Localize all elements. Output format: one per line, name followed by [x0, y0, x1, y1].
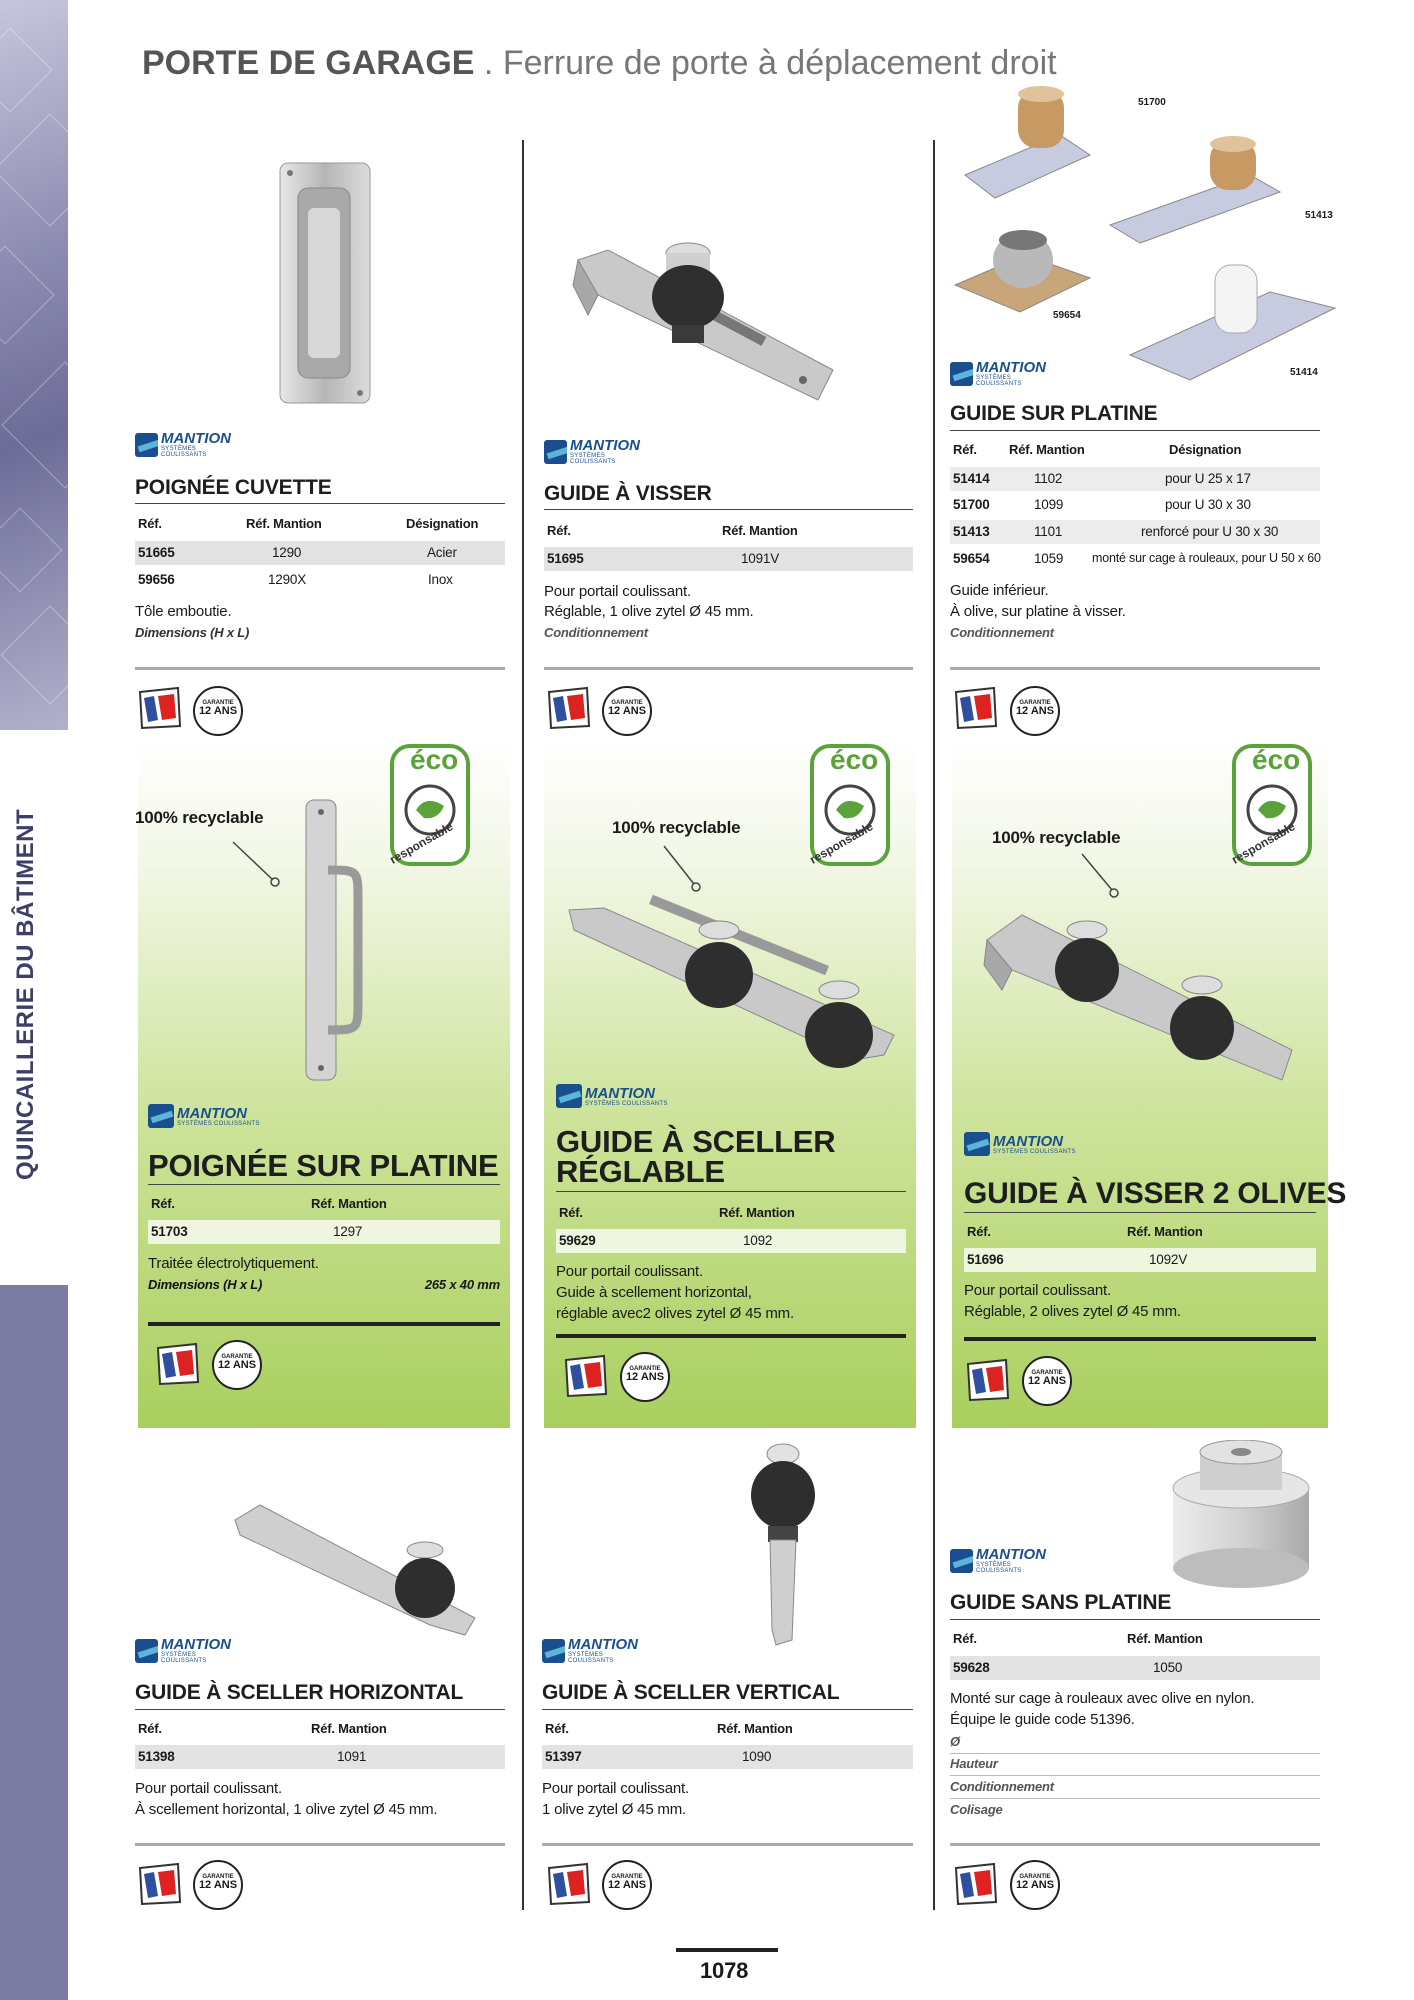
product-description: À scellement horizontal, 1 olive zytel Ø 45 mm.: [135, 1801, 438, 1818]
table-header: Réf. Mantion: [719, 1205, 795, 1220]
product-image-guide-a-visser-2-olives: [982, 910, 1302, 1100]
table-header: Réf. Mantion: [246, 516, 322, 531]
table-header: Réf. Mantion: [311, 1196, 387, 1211]
column-divider: [522, 140, 524, 1910]
recyclable-label: 100% recyclable: [992, 828, 1121, 847]
table-header: Réf.: [559, 1205, 583, 1220]
product-card-guide-a-visser-2-olives: [952, 740, 1347, 1428]
product-description: Pour portail coulissant.: [544, 583, 691, 600]
product-description: Tôle emboutie.: [135, 603, 232, 620]
product-description: Équipe le guide code 51396.: [950, 1711, 1135, 1728]
product-image-guide-sur-platine: [950, 80, 1345, 385]
table-row: 59628 1050: [950, 1656, 1320, 1680]
product-title: GUIDE SANS PLATINE: [950, 1591, 1172, 1614]
page-title-main: PORTE DE GARAGE: [142, 44, 475, 82]
product-title: GUIDE À SCELLER VERTICAL: [542, 1681, 840, 1704]
product-title: GUIDE SUR PLATINE: [950, 402, 1158, 425]
table-header: Réf. Mantion: [722, 523, 798, 538]
eco-label: responsable: [807, 819, 876, 867]
garantie-badge: GARANTIE 12 ANS: [602, 1860, 652, 1910]
callout-line: [1072, 848, 1152, 908]
mantion-logo: MANTION SYSTÈMES COULISSANTS: [544, 438, 643, 465]
spec-label: Conditionnement: [950, 625, 1054, 640]
table-row: 51413 1101 renforcé pour U 30 x 30: [950, 520, 1320, 544]
table-header: Désignation: [1169, 442, 1242, 457]
mantion-logo: MANTION SYSTÈMES COULISSANTS: [950, 360, 1049, 387]
product-description: À olive, sur platine à visser.: [950, 603, 1126, 620]
image-label: 51414: [1290, 367, 1318, 378]
table-row: 51397 1090: [542, 1745, 913, 1769]
mantion-logo: MANTION SYSTÈMES COULISSANTS: [135, 1637, 234, 1664]
fabrication-francaise-badge: [964, 1358, 1010, 1402]
garantie-badge: GARANTIE 12 ANS: [620, 1352, 670, 1402]
fabrication-francaise-badge: [562, 1354, 608, 1398]
fabrication-francaise-badge: [136, 1862, 182, 1906]
spec-label: Dimensions (H x L): [135, 625, 250, 640]
product-description: Pour portail coulissant.: [556, 1263, 703, 1280]
product-image-guide-a-sceller-reglable: [554, 890, 904, 1090]
product-title: GUIDE À SCELLER HORIZONTAL: [135, 1681, 464, 1704]
table-header: Réf.: [138, 1721, 162, 1736]
product-description: Pour portail coulissant.: [964, 1282, 1111, 1299]
garantie-badge: GARANTIE 12 ANS: [1010, 1860, 1060, 1910]
garantie-badge: GARANTIE 12 ANS: [1022, 1356, 1072, 1406]
mantion-logo: MANTION SYSTÈMES COULISSANTS: [148, 1104, 260, 1128]
mantion-logo: MANTION SYSTÈMES COULISSANTS: [556, 1084, 668, 1108]
product-card-guide-a-sceller-reglable: [544, 740, 916, 1428]
eco-label: responsable: [387, 819, 456, 867]
table-header: Réf.: [138, 516, 162, 531]
product-description: Guide à scellement horizontal,: [556, 1284, 752, 1301]
table-header: Réf. Mantion: [717, 1721, 793, 1736]
product-description: Traitée électrolytiquement.: [148, 1255, 319, 1272]
page-title-separator: .: [474, 44, 503, 82]
column-divider: [933, 140, 935, 1910]
product-title: POIGNÉE CUVETTE: [135, 476, 332, 499]
page-title-subtitle: Ferrure de porte à déplacement droit: [502, 44, 1057, 82]
garantie-badge: GARANTIE 12 ANS: [212, 1340, 262, 1390]
table-header: Réf.: [953, 1631, 977, 1646]
spec-label: Colisage: [950, 1802, 1003, 1817]
table-header: Réf.: [151, 1196, 175, 1211]
table-header: Réf. Mantion: [1127, 1631, 1203, 1646]
spec-label: Conditionnement: [544, 625, 648, 640]
spec-value: 265 x 40 mm: [424, 1277, 500, 1292]
mantion-logo: MANTION SYSTÈMES COULISSANTS: [542, 1637, 641, 1664]
mantion-logo: MANTION SYSTÈMES COULISSANTS: [135, 431, 234, 458]
spec-label: Ø: [950, 1734, 960, 1749]
fabrication-francaise-badge: [952, 686, 998, 730]
garantie-badge: GARANTIE 12 ANS: [193, 686, 243, 736]
product-description: Pour portail coulissant.: [542, 1780, 689, 1797]
spec-label: Conditionnement: [950, 1779, 1054, 1794]
product-title: GUIDE À VISSER 2 OLIVES: [964, 1177, 1347, 1210]
product-description: Monté sur cage à rouleaux avec olive en nylon.: [950, 1690, 1255, 1707]
product-title: GUIDE À SCELLER: [556, 1124, 836, 1159]
garantie-badge: GARANTIE 12 ANS: [193, 1860, 243, 1910]
table-row: 51398 1091: [135, 1745, 505, 1769]
recyclable-label: 100% recyclable: [612, 818, 741, 837]
table-header: Réf. Mantion: [1009, 442, 1085, 457]
product-image-guide-a-sceller-vertical: [738, 1440, 828, 1650]
product-image-poignee-sur-platine: [298, 790, 378, 1090]
section-label: QUINCAILLERIE DU BÂTIMENT: [12, 808, 39, 1180]
mantion-logo: MANTION SYSTÈMES COULISSANTS: [964, 1132, 1076, 1156]
fabrication-francaise-badge: [545, 1862, 591, 1906]
product-title: POIGNÉE SUR PLATINE: [148, 1148, 499, 1183]
table-header: Réf.: [547, 523, 571, 538]
eco-label: éco: [830, 744, 879, 775]
table-row: 59654 1059 monté sur cage à rouleaux, pour U 50 x 60: [953, 551, 1321, 566]
eco-label: éco: [1252, 744, 1301, 775]
spec-label: Dimensions (H x L): [148, 1277, 263, 1292]
eco-label: responsable: [1229, 819, 1298, 867]
table-row: 51696 1092V: [964, 1248, 1316, 1272]
image-label: 51700: [1138, 97, 1166, 108]
spec-label: Hauteur: [950, 1756, 998, 1771]
table-row: 51700 1099 pour U 30 x 30: [953, 497, 1251, 512]
table-row: 51414 1102 pour U 25 x 17: [950, 467, 1320, 491]
table-header: Réf.: [545, 1721, 569, 1736]
fabrication-francaise-badge: [136, 686, 182, 730]
product-image-poignee-cuvette: [270, 158, 380, 408]
product-description: Réglable, 1 olive zytel Ø 45 mm.: [544, 603, 754, 620]
product-image-guide-sans-platine: [1168, 1440, 1314, 1590]
table-row: 59629 1092: [556, 1229, 906, 1253]
page-number: 1078: [700, 1958, 749, 1983]
product-card-poignee-sur-platine: [135, 740, 510, 1428]
product-title: RÉGLABLE: [556, 1154, 725, 1189]
page-title: [142, 44, 1057, 83]
mantion-logo: MANTION SYSTÈMES COULISSANTS: [950, 1547, 1049, 1574]
product-description: Guide inférieur.: [950, 582, 1049, 599]
recyclable-label: 100% recyclable: [135, 808, 264, 827]
product-description: réglable avec2 olives zytel Ø 45 mm.: [556, 1305, 794, 1322]
product-description: 1 olive zytel Ø 45 mm.: [542, 1801, 686, 1818]
table-header: Réf.: [953, 442, 977, 457]
page-number-rule: [676, 1948, 778, 1952]
product-image-guide-a-visser: [568, 215, 838, 420]
table-header: Réf.: [967, 1224, 991, 1239]
table-row: 51695 1091V: [544, 547, 913, 571]
product-title: GUIDE À VISSER: [544, 482, 712, 505]
image-label: 59654: [1053, 310, 1081, 321]
fabrication-francaise-badge: [545, 686, 591, 730]
garantie-badge: GARANTIE 12 ANS: [1010, 686, 1060, 736]
table-header: Réf. Mantion: [311, 1721, 387, 1736]
product-description: Pour portail coulissant.: [135, 1780, 282, 1797]
image-label: 51413: [1305, 210, 1333, 221]
sidebar-decoration: [0, 0, 68, 730]
table-header: Désignation: [406, 516, 479, 531]
table-row: 51665 1290 Acier: [135, 541, 505, 565]
product-image-guide-a-sceller-horizontal: [230, 1500, 480, 1640]
fabrication-francaise-badge: [154, 1342, 200, 1386]
callout-line: [138, 828, 288, 888]
table-row: 59656 1290X Inox: [138, 572, 453, 587]
table-header: Réf. Mantion: [1127, 1224, 1203, 1239]
garantie-badge: GARANTIE 12 ANS: [602, 686, 652, 736]
product-description: Réglable, 2 olives zytel Ø 45 mm.: [964, 1303, 1181, 1320]
table-row: 51703 1297: [148, 1220, 500, 1244]
eco-label: éco: [410, 744, 459, 775]
fabrication-francaise-badge: [952, 1862, 998, 1906]
